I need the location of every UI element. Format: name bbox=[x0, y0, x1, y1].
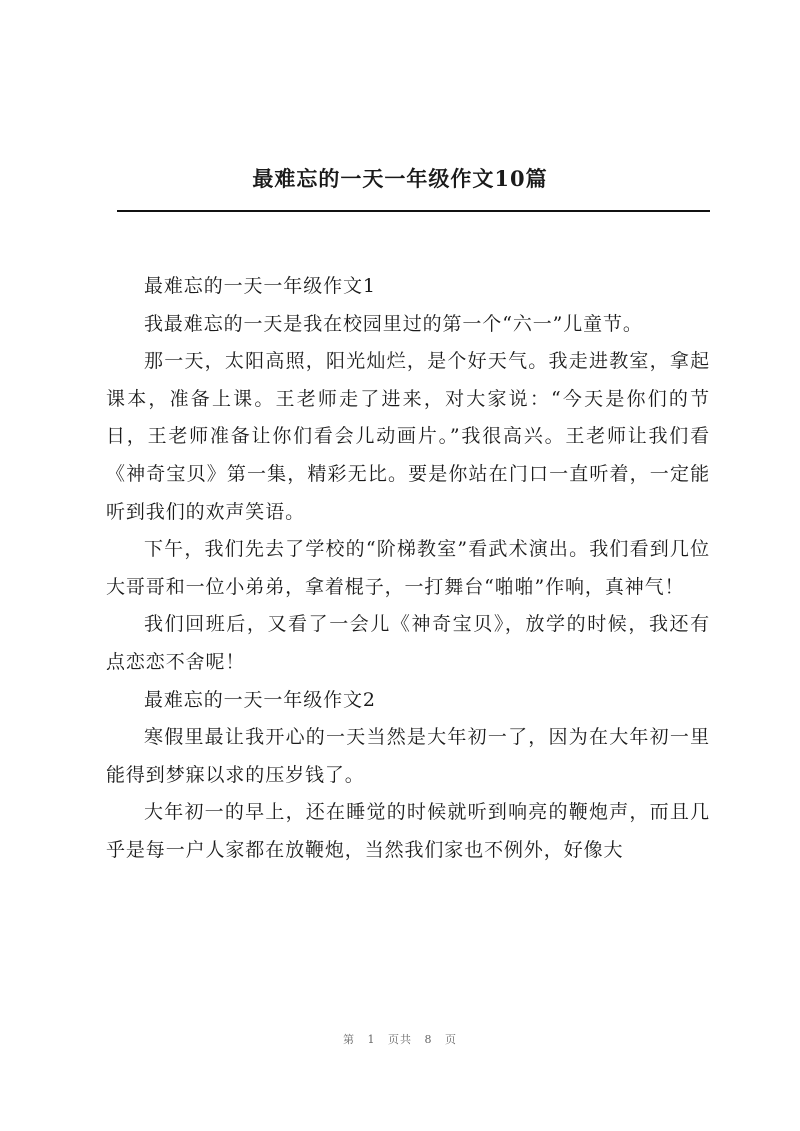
paragraph: 下午，我们先去了学校的“阶梯教室”看武术演出。我们看到几位大哥哥和一位小弟弟，拿着棍子，一打舞台“啪啪”作响，真神气！ bbox=[106, 538, 710, 598]
page-number-footer: 第 1 页共 8 页 bbox=[343, 1033, 457, 1046]
paragraph: 大年初一的早上，还在睡觉的时候就听到响亮的鞭炮声，而且几乎是每一户人家都在放鞭炮，当然我们家也不例外，好像大 bbox=[106, 801, 710, 861]
title-divider bbox=[117, 210, 710, 212]
paragraph: 我最难忘的一天是我在校园里过的第一个“六一”儿童节。 bbox=[144, 312, 643, 335]
paragraph: 那一天，太阳高照，阳光灿烂，是个好天气。我走进教室，拿起课本，准备上课。王老师走了进来，对大家说：“今天是你们的节日，王老师准备让你们看会儿动画片。”我很高兴。王老师让我们看《神奇宝贝》第一集，精彩无比。要是你站在门口一直听着，一定能听到我们的欢声笑语。 bbox=[106, 350, 710, 523]
document-body bbox=[106, 268, 710, 870]
document-title: 最难忘的一天一年级作文10篇 bbox=[252, 166, 548, 191]
section-heading: 最难忘的一天一年级作文2 bbox=[144, 688, 376, 711]
paragraph: 我们回班后，又看了一会儿《神奇宝贝》，放学的时候，我还有点恋恋不舍呢！ bbox=[106, 613, 710, 673]
section-heading: 最难忘的一天一年级作文1 bbox=[144, 275, 376, 297]
paragraph: 寒假里最让我开心的一天当然是大年初一了，因为在大年初一里能得到梦寐以求的压岁钱了。 bbox=[106, 726, 710, 786]
